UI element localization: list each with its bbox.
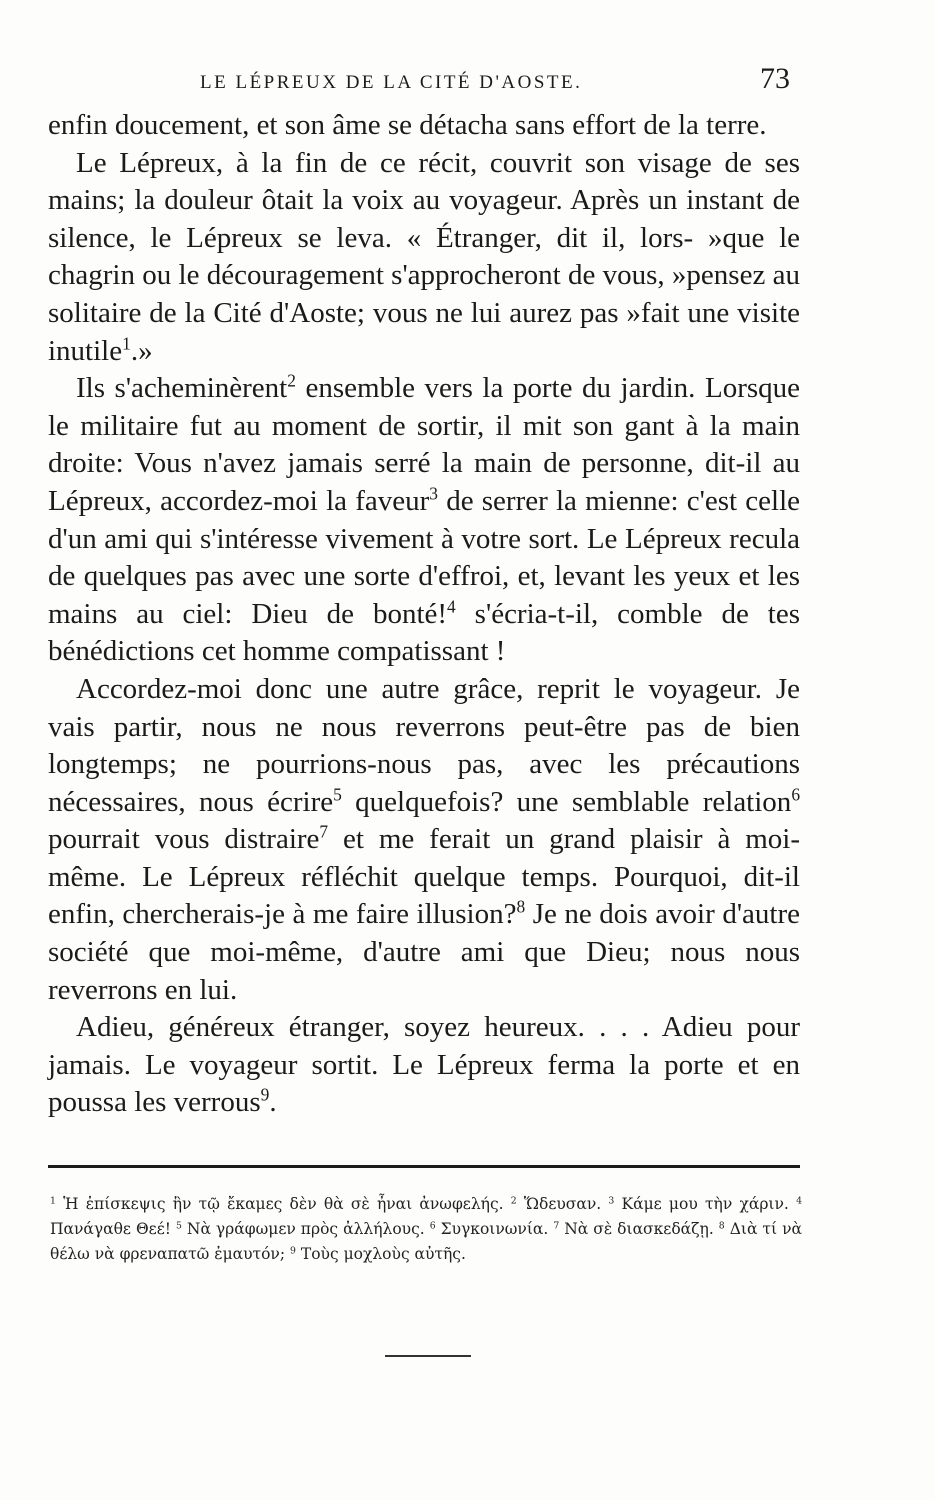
- footnote-block: [50, 1192, 802, 1267]
- paragraph-4-part-e: Je ne dois avoir d'autre société que moi-même, d'autre ami que Dieu; nous nous reverrons en lui.: [48, 898, 800, 1006]
- paragraph-1-text: enfin doucement, et son âme se détacha sans effort de la terre.: [48, 109, 767, 141]
- main-text: [48, 107, 800, 1122]
- footnote-number-6: 6: [429, 1220, 436, 1232]
- footnote-number-5: 5: [175, 1220, 182, 1232]
- paragraph-3-part-a: Ils s'acheminèrent: [76, 372, 288, 405]
- paragraph-4-part-a: Accordez-moi donc une autre grâce, reprit le voyageur. Je vais partir, nous ne nous reverrons peut-être pas de bien longtemps; ne pourrions-nous pas, avec les précautions nécessaires, nous écrire: [48, 672, 800, 818]
- footnote-separator: [48, 1165, 800, 1168]
- paragraph-2-text: Le Lépreux, à la fin de ce récit, couvrit son visage de ses mains; la douleur ôtait la voix au voyageur. Après un instant de silence, le Lépreux se leva. « Étranger, dit il, lors- »que le chagrin ou le découragement s'approcheront de vous, »pensez au solitaire de la Cité d'Aoste; vous ne lui aurez pas »fait une visite inutile: [48, 146, 800, 367]
- footnote-ref-5[interactable]: 5: [333, 784, 342, 805]
- footnote-number-9: 9: [290, 1245, 296, 1257]
- footnote-3: Κάμε μου τὴν χάριν.: [614, 1195, 797, 1213]
- footnote-ref-6[interactable]: 6: [791, 784, 801, 805]
- footnote-ref-7[interactable]: 7: [319, 821, 329, 842]
- footnote-ref-8[interactable]: 8: [516, 897, 526, 918]
- footnote-number-2: 2: [510, 1195, 517, 1207]
- paragraph-3-part-b: ensemble vers la porte du jardin. Lorsque le militaire fut au moment de sortir, il mit son gant à la main droite: Vous n'avez jamais serré la main de personne, dit-il au Lépreux, accordez-moi la faveur: [48, 372, 801, 517]
- footnote-ref-2[interactable]: 2: [287, 370, 296, 391]
- paragraph-3-part-c: de serrer la mienne: c'est celle d'un ami qui s'intéresse vivement à votre sort. Le Lépreux recula de quelques pas avec une sorte d'effroi, et, levant les yeux et les mains au ciel: Dieu de bonté!: [48, 484, 801, 630]
- footnote-number-1: 1: [50, 1195, 56, 1207]
- footnote-ref-9[interactable]: 9: [260, 1085, 270, 1105]
- paragraph-5-text: Adieu, généreux étranger, soyez heureux. . . . Adieu pour jamais. Le voyageur sortit. Le Lépreux ferma la porte et en poussa les verrous: [48, 1011, 800, 1119]
- footnote-ref-1[interactable]: 1: [122, 333, 131, 354]
- footnote-number-7: 7: [553, 1220, 560, 1232]
- footnote-7: Νὰ σὲ διασκεδάζῃ.: [559, 1220, 719, 1238]
- footnote-4: Πανάγαθε Θεέ!: [50, 1220, 176, 1238]
- footnote-2: Ὥδευσαν.: [516, 1195, 609, 1213]
- paragraph-4-part-b: quelquefois? une semblable relation: [341, 785, 792, 818]
- paragraph-5: [48, 1009, 800, 1122]
- footnote-number-4: 4: [796, 1195, 802, 1207]
- footnote-6: Συγκοινωνία.: [435, 1220, 554, 1238]
- end-rule: [385, 1355, 471, 1357]
- footnote-1: Ἡ ἐπίσκεψις ἣν τῷ ἔκαμες δὲν θὰ σὲ ἦναι ἀνωφελής.: [55, 1195, 511, 1213]
- paragraph-5-tail: .: [269, 1086, 277, 1119]
- footnote-9: Τοὺς μοχλοὺς αὐτῆς.: [295, 1245, 466, 1263]
- running-header: LE LÉPREUX DE LA CITÉ D'AOSTE.: [200, 72, 583, 93]
- footnote-ref-4[interactable]: 4: [447, 596, 456, 617]
- paragraph-1: [48, 107, 800, 145]
- footnote-8: Διὰ τί νὰ θέλω νὰ φρεναπατῶ ἐμαυτόν;: [50, 1220, 802, 1263]
- paragraph-2-tail: .»: [130, 334, 153, 367]
- footnote-ref-3[interactable]: 3: [429, 483, 438, 504]
- footnote-number-3: 3: [608, 1195, 615, 1207]
- paragraph-4: [48, 671, 800, 1009]
- page-number: 73: [760, 62, 790, 95]
- paragraph-4-part-c: pourrait vous distraire: [48, 823, 320, 856]
- footnote-5: Νὰ γράφωμεν πρὸς ἀλλήλους.: [181, 1220, 430, 1238]
- paragraph-3-part-d: s'écria-t-il, comble de tes bénédictions cet homme compatissant !: [48, 597, 800, 668]
- footnotes: [50, 1192, 802, 1267]
- paragraph-2: [48, 145, 800, 371]
- footnote-number-8: 8: [718, 1220, 725, 1232]
- paragraph-3: [48, 370, 800, 671]
- paragraph-4-part-d: et me ferait un grand plaisir à moi-même. Le Lépreux réfléchit quelque temps. Pourquoi, dit-il enfin, chercherais-je à me faire illusion?: [48, 823, 800, 931]
